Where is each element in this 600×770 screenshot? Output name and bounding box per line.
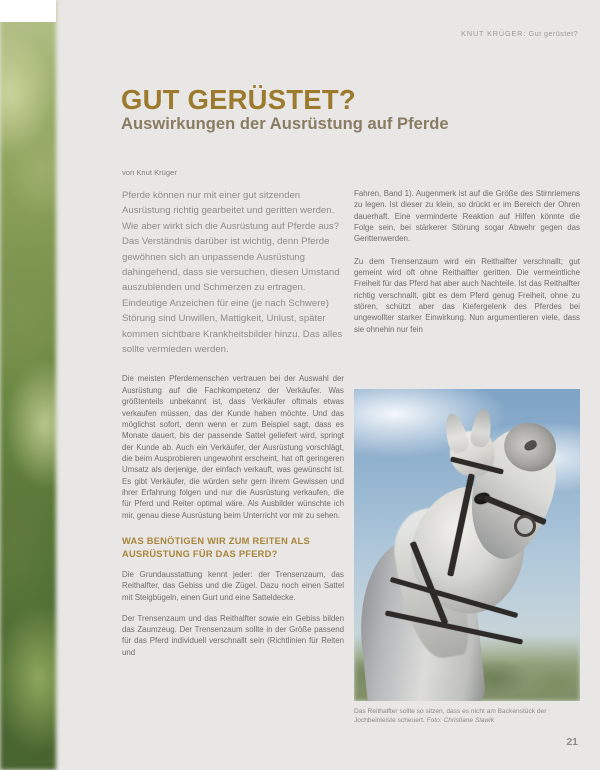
photo-caption-text: Das Reithalfter sollte so sitzen, dass es nicht am Backenstück der Jochbeinleiste scheuert.: [354, 708, 547, 725]
section-heading: WAS BENÖTIGEN WIR ZUM REITEN ALS AUSRÜSTUNG FÜR DAS PFERD?: [122, 535, 310, 559]
photo-block: [354, 389, 580, 725]
left-foliage-photo-strip: [0, 0, 56, 770]
left-paragraph-2: Die Grundausstattung kennt jeder: der Trensenzaum, das Reithalfter, das Gebiss und die Zügel. Dazu noch einen Sattel mit Steigbügeln, einen Gurt und eine Satteldecke.: [122, 570, 344, 602]
right-paragraph-2: Zu dem Trensenzaum wird ein Reithalfter verschnallt; gut gemeint wird oft ohne Reithalfter geritten. Die vermeintliche Freiheit für das Pferd hat aber auch Nachteile. Ist das Reithalfter richtig verschnallt, gibt es dem Pferd genug Freiheit, ohne zu stören, schützt aber das Kiefergelenk des Pferdes bei ungewollter starker Einwirkung. Nun argumentieren viele, dass sie ohnehin nur fein: [354, 256, 580, 334]
bridle-bit-ring: [514, 515, 536, 537]
page-number: 21: [566, 736, 578, 748]
horse-head-photo: [354, 389, 580, 701]
horse-illustration: [354, 389, 580, 701]
left-paragraph-1: Die meisten Pferdemenschen vertrauen bei der Auswahl der Ausrüstung auf die Fachkompetenz der Verkäufer. Was größtenteils unbekannt ist, dass Verkäufer oftmals etwas verkaufen müssen, das der Kunde haben möchte. Und das möglichst sofort, denn wenn er zum Beispiel sagt, dass es Monate dauert, bis der passende Sattel geliefert wird, springt der Kunde ab. Auch ein Verkäufer, der Ausrüstung vorschlägt, die beim Ausprobieren ungewohnt erscheint, hat oft geringeren Umsatz als derjenige, der einfach verkauft, was gewünscht ist. Es gibt Verkäufer, die würden sehr gern ihrem Gewissen und ihrer Erfahrung folgen und nur die Ausrüstung verkaufen, die für Pferd und Reiter optimal wäre. Als Ausbilder wünschte ich mir, genau diese Ausrüstung beim Unterricht vor mir zu sehen.: [122, 374, 344, 520]
article-subtitle: Auswirkungen der Ausrüstung auf Pferde: [121, 114, 449, 133]
left-text-column: [122, 188, 344, 668]
running-header-title: Gut gerüstet?: [528, 29, 578, 38]
left-strip-top-margin: [0, 0, 56, 22]
running-header-author: KNUT KRÜGER:: [461, 29, 527, 38]
article-title: GUT GERÜSTET?: [121, 84, 356, 116]
right-paragraph-1: Fahren, Band 1). Augenmerk ist auf die Größe des Stirnriemens zu legen. Ist dieser zu klein, so drückt er im Bereich der Ohren dauerhaft. Eine verminderte Reaktion auf Hilfen könnte die Folge sein, bei stärkerer Störung sogar Abwehr gegen das Gerittenwerden.: [354, 189, 580, 244]
photo-caption-credit: Foto: Christiane Slawik: [426, 717, 495, 725]
article-byline: von Knut Krüger: [122, 168, 177, 177]
photo-caption: [354, 707, 580, 725]
horse-ear-left: [441, 411, 470, 455]
left-paragraph-3: Der Trensenzaum und das Reithalfter sowie ein Gebiss bilden das Zaumzeug. Der Trensenzaum sollte in der Größe passend für das Pferd individuell verschnallt sein (Richtlinien für Reiten und: [122, 613, 344, 657]
right-text-column: [354, 188, 580, 346]
running-header: [461, 29, 578, 38]
article-lede: Pferde können nur mit einer gut sitzenden Ausrüstung richtig gearbeitet und geritten werden. Wie aber wirkt sich die Ausrüstung auf Pferde aus? Das Verständnis darüber ist wichtig, denn Pferde gewöhnen sich an unpassende Ausrüstung dahingehend, dass sie versuchen, diesen Umstand auszublenden und Schmerzen zu ertragen. Eindeutige Anzeichen für eine (je nach Schwere) Störung sind Unwillen, Mattigkeit, Unlust, später kommen sichtbare Krankheitsbilder hinzu. Das alles sollte vermieden werden.: [122, 190, 343, 356]
